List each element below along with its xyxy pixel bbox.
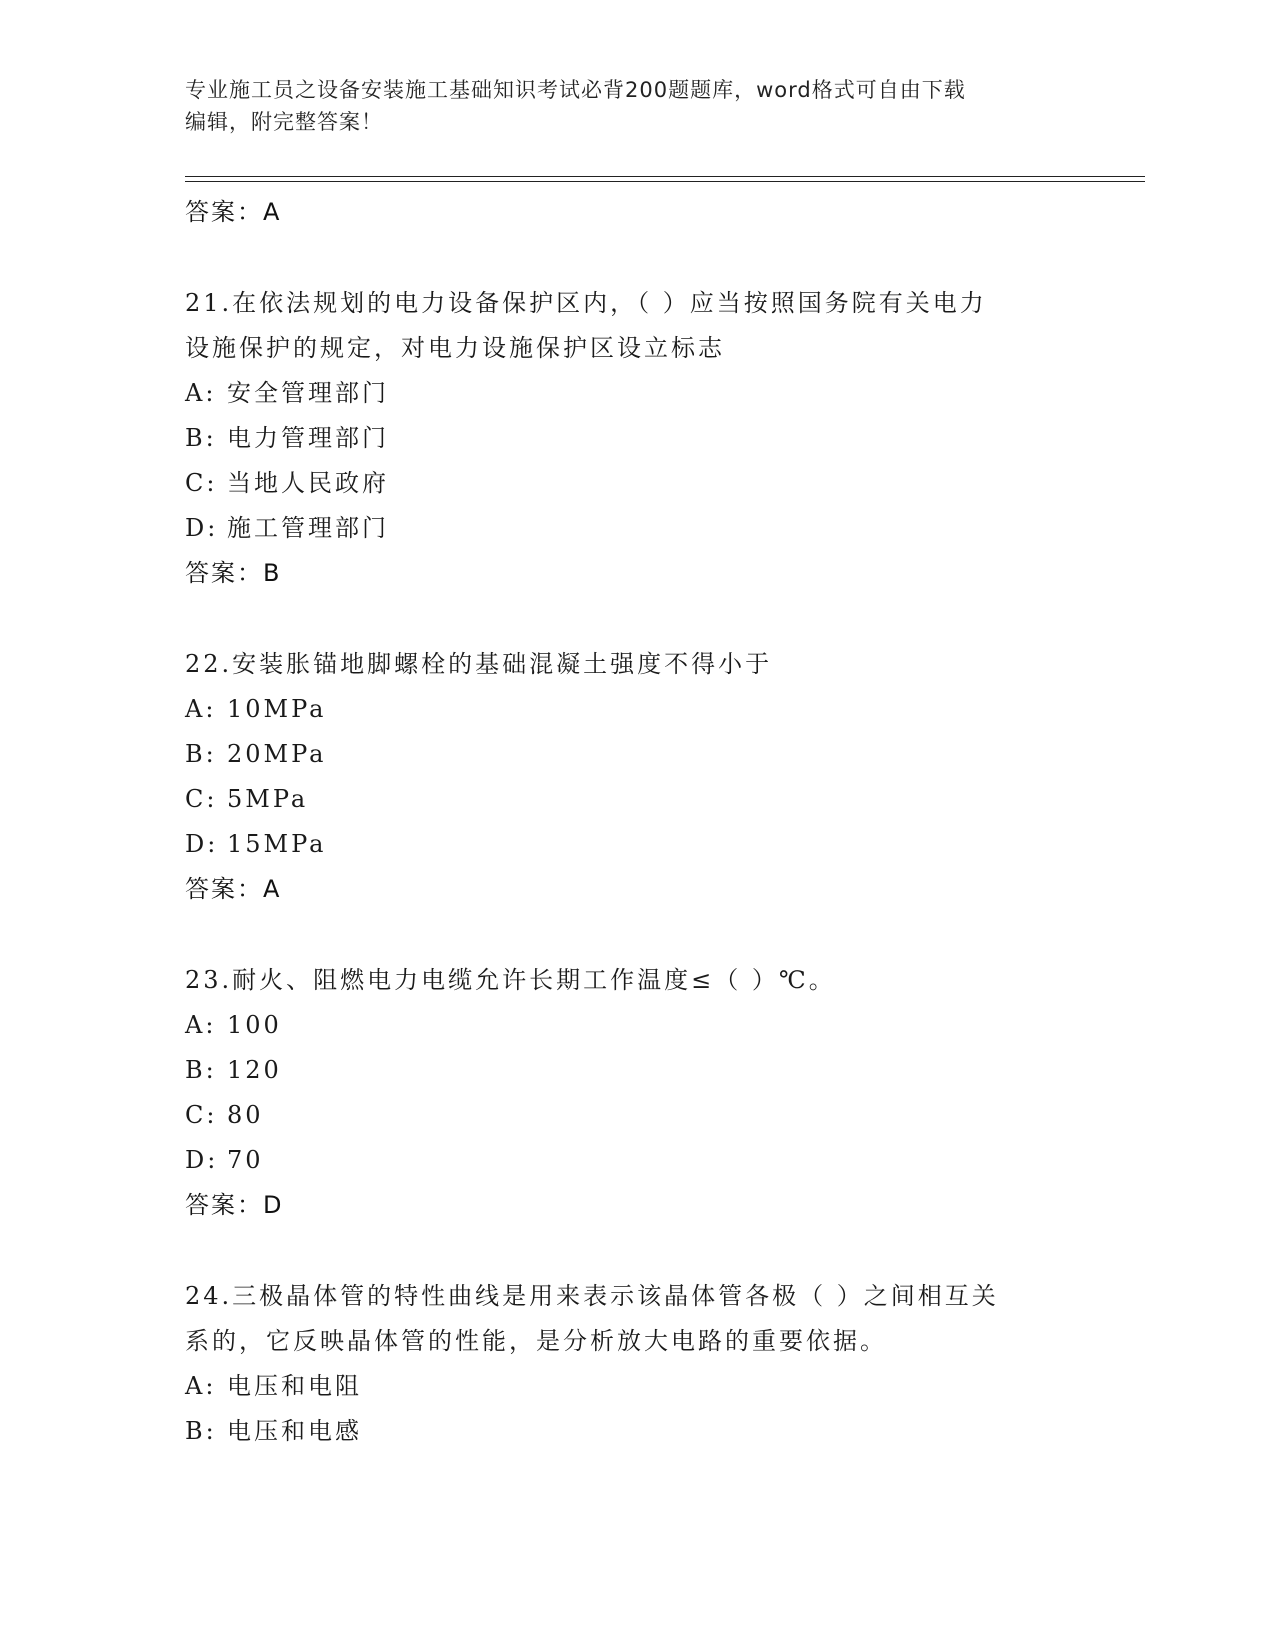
header-rule-top	[185, 176, 1145, 177]
option-row	[185, 371, 1085, 416]
option-row	[185, 777, 1085, 822]
question-spacer	[185, 912, 1085, 958]
question-spacer	[185, 596, 1085, 642]
option-text: 5MPa	[227, 785, 309, 813]
option-row	[185, 1003, 1085, 1048]
question-stem-line: 24.三极晶体管的特性曲线是用来表示该晶体管各极（ ）之间相互关	[185, 1282, 999, 1310]
question-spacer	[185, 1228, 1085, 1274]
header-line-1: 专业施工员之设备安装施工基础知识考试必背200题题库，word格式可自由下载	[185, 78, 966, 102]
option-letter: C:	[185, 469, 218, 497]
option-row	[185, 416, 1085, 461]
question-block	[185, 1274, 1085, 1454]
option-text: 15MPa	[227, 830, 327, 858]
option-letter: C:	[185, 1101, 218, 1129]
question-list	[185, 190, 1085, 1454]
option-letter: A:	[185, 379, 217, 407]
header-line-2: 编辑，附完整答案！	[185, 110, 383, 134]
option-text: 电力管理部门	[227, 424, 389, 452]
question-stem-line: 系的，它反映晶体管的性能，是分析放大电路的重要依据。	[185, 1327, 887, 1355]
option-row	[185, 732, 1085, 777]
option-text: 安全管理部门	[227, 379, 389, 407]
option-letter: D:	[185, 830, 219, 858]
option-text: 当地人民政府	[227, 469, 389, 497]
option-row	[185, 1364, 1085, 1409]
option-row	[185, 822, 1085, 867]
option-letter: A:	[185, 1011, 217, 1039]
option-row	[185, 1093, 1085, 1138]
option-text: 电压和电感	[227, 1417, 362, 1445]
option-letter: B:	[185, 740, 217, 768]
option-row	[185, 687, 1085, 732]
answer-line: 答案：B	[185, 559, 282, 587]
question-stem-line: 23.耐火、阻燃电力电缆允许长期工作温度≤（ ）℃。	[185, 966, 836, 994]
document-header	[185, 74, 1065, 138]
option-letter: D:	[185, 1146, 219, 1174]
option-text: 120	[227, 1056, 282, 1084]
option-letter: B:	[185, 1056, 217, 1084]
option-row	[185, 461, 1085, 506]
option-row	[185, 1138, 1085, 1183]
option-text: 80	[227, 1101, 264, 1129]
option-row	[185, 1048, 1085, 1093]
option-text: 70	[227, 1146, 264, 1174]
option-text: 施工管理部门	[227, 514, 389, 542]
previous-answer: 答案：A	[185, 198, 282, 226]
option-text: 100	[227, 1011, 282, 1039]
question-stem-line: 设施保护的规定，对电力设施保护区设立标志	[185, 334, 725, 362]
option-letter: D:	[185, 514, 219, 542]
option-text: 20MPa	[227, 740, 327, 768]
header-rule-bottom	[185, 181, 1145, 182]
option-letter: A:	[185, 695, 217, 723]
question-spacer	[185, 235, 1085, 281]
question-block	[185, 642, 1085, 912]
question-block	[185, 958, 1085, 1228]
option-letter: A:	[185, 1372, 217, 1400]
option-text: 电压和电阻	[227, 1372, 362, 1400]
question-stem-line: 22.安装胀锚地脚螺栓的基础混凝土强度不得小于	[185, 650, 773, 678]
question-block	[185, 281, 1085, 596]
option-text: 10MPa	[227, 695, 327, 723]
question-stem-line: 21.在依法规划的电力设备保护区内，（ ）应当按照国务院有关电力	[185, 289, 987, 317]
answer-line: 答案：D	[185, 1191, 284, 1219]
answer-line: 答案：A	[185, 875, 282, 903]
option-row	[185, 506, 1085, 551]
option-row	[185, 1409, 1085, 1454]
option-letter: B:	[185, 424, 217, 452]
option-letter: C:	[185, 785, 218, 813]
option-letter: B:	[185, 1417, 217, 1445]
